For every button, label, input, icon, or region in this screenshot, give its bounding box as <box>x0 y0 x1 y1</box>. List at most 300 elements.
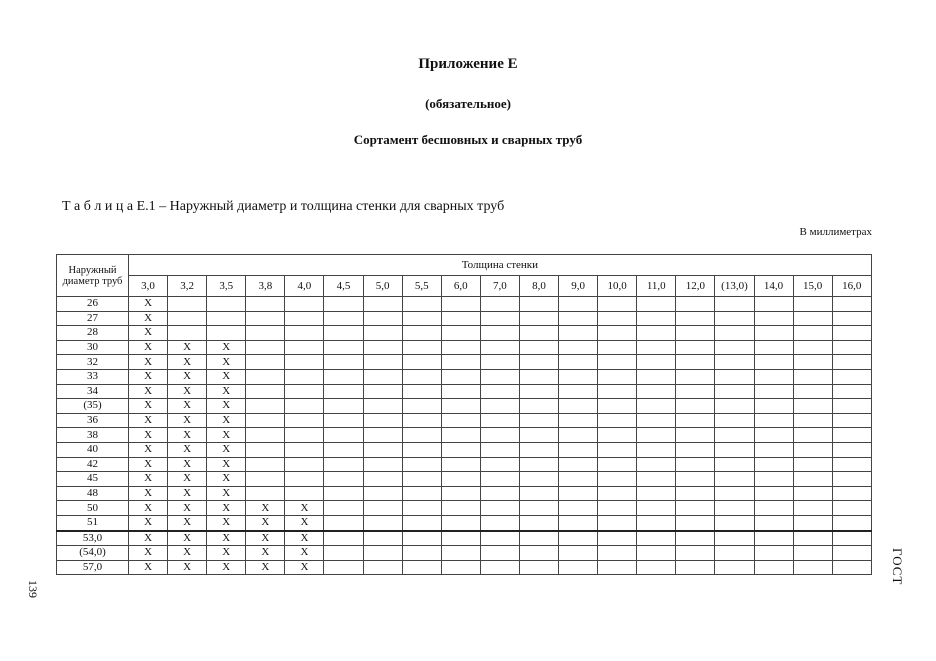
empty-cell <box>324 531 363 546</box>
empty-cell <box>754 369 793 384</box>
empty-cell <box>285 384 324 399</box>
diameter-cell: 42 <box>57 457 129 472</box>
table-row <box>57 428 872 443</box>
empty-cell <box>676 546 715 561</box>
empty-cell <box>715 413 754 428</box>
availability-mark: X <box>129 546 168 561</box>
availability-mark: X <box>168 560 207 575</box>
empty-cell <box>754 311 793 326</box>
empty-cell <box>559 297 598 312</box>
empty-cell <box>285 297 324 312</box>
diameter-cell: 34 <box>57 384 129 399</box>
empty-cell <box>676 326 715 341</box>
empty-cell <box>285 442 324 457</box>
empty-cell <box>441 413 480 428</box>
empty-cell <box>637 515 676 530</box>
empty-cell <box>480 546 519 561</box>
availability-mark: X <box>168 413 207 428</box>
empty-cell <box>754 428 793 443</box>
empty-cell <box>402 531 441 546</box>
empty-cell <box>598 442 637 457</box>
empty-cell <box>793 515 832 530</box>
availability-mark: X <box>168 546 207 561</box>
availability-mark: X <box>168 515 207 530</box>
empty-cell <box>363 442 402 457</box>
empty-cell <box>793 326 832 341</box>
empty-cell <box>402 326 441 341</box>
empty-cell <box>324 297 363 312</box>
empty-cell <box>754 340 793 355</box>
empty-cell <box>324 546 363 561</box>
availability-mark: X <box>246 515 285 530</box>
appendix-title: Приложение Е <box>418 56 518 72</box>
availability-mark: X <box>207 413 246 428</box>
empty-cell <box>363 384 402 399</box>
empty-cell <box>793 355 832 370</box>
empty-cell <box>480 297 519 312</box>
empty-cell <box>598 546 637 561</box>
empty-cell <box>832 413 871 428</box>
empty-cell <box>441 560 480 575</box>
empty-cell <box>715 384 754 399</box>
empty-cell <box>832 531 871 546</box>
empty-cell <box>832 515 871 530</box>
empty-cell <box>754 442 793 457</box>
empty-cell <box>285 355 324 370</box>
empty-cell <box>598 457 637 472</box>
empty-cell <box>207 326 246 341</box>
empty-cell <box>285 369 324 384</box>
empty-cell <box>598 413 637 428</box>
page-number: 139 <box>26 580 40 598</box>
availability-mark: X <box>129 340 168 355</box>
empty-cell <box>519 515 558 530</box>
wall-thickness-value: 3,5 <box>207 276 246 297</box>
empty-cell <box>207 297 246 312</box>
empty-cell <box>480 457 519 472</box>
empty-cell <box>793 369 832 384</box>
empty-cell <box>793 531 832 546</box>
empty-cell <box>832 472 871 487</box>
empty-cell <box>246 457 285 472</box>
empty-cell <box>598 531 637 546</box>
availability-mark: X <box>168 399 207 414</box>
empty-cell <box>324 369 363 384</box>
diameter-cell: 45 <box>57 472 129 487</box>
empty-cell <box>676 515 715 530</box>
empty-cell <box>559 311 598 326</box>
empty-cell <box>441 399 480 414</box>
empty-cell <box>715 399 754 414</box>
empty-cell <box>637 546 676 561</box>
availability-mark: X <box>129 355 168 370</box>
empty-cell <box>285 340 324 355</box>
empty-cell <box>207 311 246 326</box>
empty-cell <box>363 428 402 443</box>
empty-cell <box>480 413 519 428</box>
empty-cell <box>559 355 598 370</box>
empty-cell <box>559 399 598 414</box>
availability-mark: X <box>285 560 324 575</box>
availability-mark: X <box>207 457 246 472</box>
empty-cell <box>246 486 285 501</box>
empty-cell <box>441 355 480 370</box>
diameter-cell: 26 <box>57 297 129 312</box>
empty-cell <box>598 515 637 530</box>
empty-cell <box>832 486 871 501</box>
empty-cell <box>480 369 519 384</box>
empty-cell <box>832 311 871 326</box>
empty-cell <box>637 486 676 501</box>
empty-cell <box>324 384 363 399</box>
empty-cell <box>754 457 793 472</box>
empty-cell <box>793 413 832 428</box>
empty-cell <box>793 399 832 414</box>
empty-cell <box>285 457 324 472</box>
diameter-cell: 57,0 <box>57 560 129 575</box>
empty-cell <box>676 413 715 428</box>
empty-cell <box>246 369 285 384</box>
empty-cell <box>793 457 832 472</box>
empty-cell <box>637 472 676 487</box>
empty-cell <box>832 369 871 384</box>
empty-cell <box>637 428 676 443</box>
empty-cell <box>559 442 598 457</box>
empty-cell <box>246 413 285 428</box>
empty-cell <box>715 355 754 370</box>
empty-cell <box>363 560 402 575</box>
table-row <box>57 531 872 546</box>
diameter-cell: 30 <box>57 340 129 355</box>
empty-cell <box>519 428 558 443</box>
empty-cell <box>598 384 637 399</box>
empty-cell <box>715 546 754 561</box>
availability-mark: X <box>285 501 324 516</box>
empty-cell <box>754 531 793 546</box>
table-row <box>57 355 872 370</box>
empty-cell <box>676 369 715 384</box>
empty-cell <box>441 472 480 487</box>
diameter-cell: 33 <box>57 369 129 384</box>
empty-cell <box>441 501 480 516</box>
empty-cell <box>480 501 519 516</box>
empty-cell <box>324 515 363 530</box>
table-row <box>57 501 872 516</box>
empty-cell <box>832 340 871 355</box>
availability-mark: X <box>129 384 168 399</box>
empty-cell <box>559 501 598 516</box>
empty-cell <box>637 457 676 472</box>
empty-cell <box>559 457 598 472</box>
empty-cell <box>441 384 480 399</box>
empty-cell <box>676 501 715 516</box>
diameter-cell: 38 <box>57 428 129 443</box>
availability-mark: X <box>129 457 168 472</box>
availability-mark: X <box>129 311 168 326</box>
empty-cell <box>363 399 402 414</box>
empty-cell <box>559 384 598 399</box>
table-row <box>57 384 872 399</box>
empty-cell <box>168 311 207 326</box>
wall-thickness-value: 10,0 <box>598 276 637 297</box>
empty-cell <box>246 297 285 312</box>
empty-cell <box>402 560 441 575</box>
availability-mark: X <box>207 560 246 575</box>
empty-cell <box>324 472 363 487</box>
empty-cell <box>676 442 715 457</box>
empty-cell <box>559 413 598 428</box>
availability-mark: X <box>207 531 246 546</box>
empty-cell <box>363 457 402 472</box>
empty-cell <box>324 428 363 443</box>
empty-cell <box>676 297 715 312</box>
empty-cell <box>480 531 519 546</box>
empty-cell <box>676 384 715 399</box>
empty-cell <box>363 413 402 428</box>
empty-cell <box>559 560 598 575</box>
empty-cell <box>480 560 519 575</box>
wall-thickness-value: 9,0 <box>559 276 598 297</box>
availability-mark: X <box>129 413 168 428</box>
empty-cell <box>832 457 871 472</box>
empty-cell <box>598 369 637 384</box>
empty-cell <box>441 546 480 561</box>
empty-cell <box>598 486 637 501</box>
empty-cell <box>754 399 793 414</box>
empty-cell <box>402 355 441 370</box>
empty-cell <box>519 442 558 457</box>
empty-cell <box>676 311 715 326</box>
availability-mark: X <box>168 355 207 370</box>
empty-cell <box>246 472 285 487</box>
empty-cell <box>559 428 598 443</box>
empty-cell <box>363 355 402 370</box>
empty-cell <box>676 340 715 355</box>
empty-cell <box>480 442 519 457</box>
empty-cell <box>519 546 558 561</box>
empty-cell <box>480 428 519 443</box>
empty-cell <box>754 560 793 575</box>
diameter-cell: (35) <box>57 399 129 414</box>
table-row <box>57 515 872 530</box>
empty-cell <box>715 501 754 516</box>
availability-mark: X <box>129 560 168 575</box>
wall-thickness-value: 4,0 <box>285 276 324 297</box>
empty-cell <box>793 428 832 443</box>
empty-cell <box>754 546 793 561</box>
empty-cell <box>519 399 558 414</box>
empty-cell <box>793 486 832 501</box>
empty-cell <box>598 428 637 443</box>
availability-mark: X <box>129 369 168 384</box>
empty-cell <box>246 428 285 443</box>
availability-mark: X <box>129 326 168 341</box>
empty-cell <box>637 560 676 575</box>
table-row <box>57 369 872 384</box>
wall-thickness-value: 12,0 <box>676 276 715 297</box>
side-label: ГОСТ <box>890 548 905 586</box>
empty-cell <box>246 311 285 326</box>
empty-cell <box>480 355 519 370</box>
table-row <box>57 472 872 487</box>
empty-cell <box>715 297 754 312</box>
empty-cell <box>754 486 793 501</box>
empty-cell <box>793 546 832 561</box>
empty-cell <box>402 428 441 443</box>
empty-cell <box>832 326 871 341</box>
empty-cell <box>637 369 676 384</box>
pipe-sizes-table <box>56 254 872 575</box>
diameter-cell: 48 <box>57 486 129 501</box>
empty-cell <box>754 326 793 341</box>
diameter-cell: 28 <box>57 326 129 341</box>
empty-cell <box>559 531 598 546</box>
empty-cell <box>637 340 676 355</box>
empty-cell <box>832 546 871 561</box>
table-caption: Т а б л и ц а Е.1 – Наружный диаметр и толщина стенки для сварных труб <box>62 199 505 214</box>
availability-mark: X <box>207 355 246 370</box>
wall-thickness-value: (13,0) <box>715 276 754 297</box>
availability-mark: X <box>129 442 168 457</box>
empty-cell <box>793 472 832 487</box>
empty-cell <box>754 501 793 516</box>
diameter-cell: 36 <box>57 413 129 428</box>
table-row <box>57 442 872 457</box>
availability-mark: X <box>168 486 207 501</box>
empty-cell <box>441 428 480 443</box>
empty-cell <box>402 515 441 530</box>
empty-cell <box>793 384 832 399</box>
empty-cell <box>793 501 832 516</box>
empty-cell <box>637 413 676 428</box>
empty-cell <box>519 501 558 516</box>
availability-mark: X <box>207 369 246 384</box>
wall-thickness-value: 3,0 <box>129 276 168 297</box>
empty-cell <box>598 311 637 326</box>
empty-cell <box>402 369 441 384</box>
empty-cell <box>793 560 832 575</box>
empty-cell <box>637 326 676 341</box>
empty-cell <box>519 531 558 546</box>
empty-cell <box>519 384 558 399</box>
empty-cell <box>715 442 754 457</box>
empty-cell <box>637 311 676 326</box>
empty-cell <box>324 413 363 428</box>
availability-mark: X <box>129 428 168 443</box>
empty-cell <box>676 486 715 501</box>
empty-cell <box>559 515 598 530</box>
empty-cell <box>832 355 871 370</box>
empty-cell <box>480 384 519 399</box>
empty-cell <box>285 311 324 326</box>
availability-mark: X <box>168 340 207 355</box>
empty-cell <box>519 355 558 370</box>
empty-cell <box>441 369 480 384</box>
empty-cell <box>832 384 871 399</box>
empty-cell <box>519 369 558 384</box>
empty-cell <box>441 531 480 546</box>
empty-cell <box>715 472 754 487</box>
diameter-cell: 40 <box>57 442 129 457</box>
empty-cell <box>519 311 558 326</box>
empty-cell <box>637 384 676 399</box>
empty-cell <box>285 472 324 487</box>
empty-cell <box>598 326 637 341</box>
empty-cell <box>480 399 519 414</box>
empty-cell <box>754 472 793 487</box>
empty-cell <box>676 531 715 546</box>
empty-cell <box>715 515 754 530</box>
empty-cell <box>754 297 793 312</box>
empty-cell <box>324 355 363 370</box>
empty-cell <box>676 428 715 443</box>
empty-cell <box>363 369 402 384</box>
empty-cell <box>363 486 402 501</box>
empty-cell <box>637 355 676 370</box>
availability-mark: X <box>129 501 168 516</box>
availability-mark: X <box>207 501 246 516</box>
empty-cell <box>402 311 441 326</box>
availability-mark: X <box>168 384 207 399</box>
empty-cell <box>598 560 637 575</box>
table-row <box>57 326 872 341</box>
empty-cell <box>793 311 832 326</box>
empty-cell <box>480 472 519 487</box>
empty-cell <box>441 311 480 326</box>
empty-cell <box>441 340 480 355</box>
empty-cell <box>793 297 832 312</box>
empty-cell <box>363 515 402 530</box>
empty-cell <box>676 399 715 414</box>
empty-cell <box>519 340 558 355</box>
empty-cell <box>754 355 793 370</box>
empty-cell <box>559 486 598 501</box>
empty-cell <box>363 546 402 561</box>
empty-cell <box>559 326 598 341</box>
empty-cell <box>324 340 363 355</box>
empty-cell <box>363 501 402 516</box>
empty-cell <box>441 486 480 501</box>
empty-cell <box>676 560 715 575</box>
empty-cell <box>441 515 480 530</box>
availability-mark: X <box>207 515 246 530</box>
table-row <box>57 546 872 561</box>
empty-cell <box>402 472 441 487</box>
wall-thickness-value: 5,0 <box>363 276 402 297</box>
wall-thickness-value: 3,8 <box>246 276 285 297</box>
availability-mark: X <box>129 297 168 312</box>
empty-cell <box>715 560 754 575</box>
availability-mark: X <box>285 531 324 546</box>
table-row <box>57 399 872 414</box>
empty-cell <box>519 326 558 341</box>
empty-cell <box>324 501 363 516</box>
diameter-cell: 53,0 <box>57 531 129 546</box>
empty-cell <box>324 457 363 472</box>
empty-cell <box>363 531 402 546</box>
empty-cell <box>363 326 402 341</box>
diameter-cell: 32 <box>57 355 129 370</box>
empty-cell <box>715 428 754 443</box>
availability-mark: X <box>168 369 207 384</box>
units-note: В миллиметрах <box>799 226 872 238</box>
table-row <box>57 340 872 355</box>
empty-cell <box>832 501 871 516</box>
diameter-header: Наружный диаметр труб <box>57 255 129 297</box>
empty-cell <box>168 297 207 312</box>
empty-cell <box>285 428 324 443</box>
empty-cell <box>519 472 558 487</box>
